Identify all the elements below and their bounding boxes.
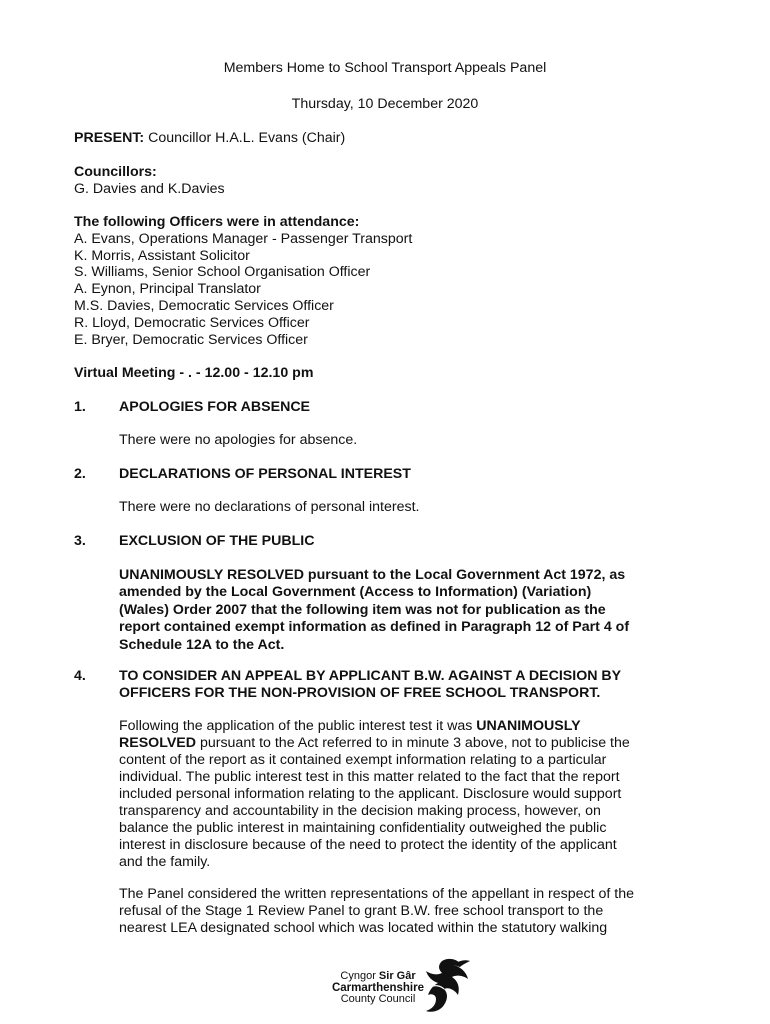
paragraph-line: transparency and accountability in the decision making process, however, on (119, 803, 601, 819)
officer-item: K. Morris, Assistant Solicitor (74, 247, 250, 264)
item-heading: EXCLUSION OF THE PUBLIC (119, 533, 315, 549)
paragraph-line: individual. The public interest test in this matter related to the fact that the report (119, 769, 620, 785)
meeting-line: Virtual Meeting - . - 12.00 - 12.10 pm (74, 365, 314, 381)
officer-item: M.S. Davies, Democratic Services Officer (74, 297, 334, 314)
resolution-line: (Wales) Order 2007 that the following item was not for publication as the (119, 601, 606, 618)
council-logo (330, 955, 480, 1017)
paragraph-line: The Panel considered the written representations of the appellant in respect of the (119, 886, 635, 902)
officer-item: A. Eynon, Principal Translator (74, 281, 261, 298)
officers-label: The following Officers were in attendance: (74, 214, 360, 230)
resolution-text (119, 567, 699, 654)
councillors-section (74, 164, 225, 198)
item-heading: DECLARATIONS OF PERSONAL INTEREST (119, 466, 411, 482)
paragraph-line: included personal information relating to the applicant. Disclosure would support (119, 786, 622, 802)
paragraph-line: interest in disclosure because of the need to protect the identity of the applicant (119, 837, 617, 853)
heading-line: OFFICERS FOR THE NON-PROVISION OF FREE SCHOOL TRANSPORT. (119, 685, 601, 702)
present-text: Councillor H.A.L. Evans (Chair) (144, 130, 346, 146)
item-number: 2. (74, 466, 86, 482)
paragraph-text: pursuant to the Act referred to in minute 3 above, not to publicise the (196, 735, 630, 751)
present-label: PRESENT: (74, 130, 145, 146)
officer-item: E. Bryer, Democratic Services Officer (74, 331, 308, 348)
paragraph-line: balance the public interest in maintaining confidentiality outweighed the public (119, 820, 607, 836)
resolution-line: amended by the Local Government (Access to Information) (Variation) (119, 584, 592, 601)
paragraph-bold: RESOLVED (119, 735, 196, 751)
item-text: There were no declarations of personal interest. (119, 499, 420, 515)
item-number: 4. (74, 668, 86, 684)
logo-line: Cyngor (340, 970, 379, 982)
document-title: Members Home to School Transport Appeals Panel (223, 60, 547, 76)
item-paragraph (119, 718, 689, 871)
logo-text (330, 971, 426, 1006)
logo-line-bold: Sir Gâr (378, 970, 416, 982)
councillors-label: Councillors: (74, 164, 157, 180)
resolution-line: Schedule 12A to the Act. (119, 636, 285, 653)
item-number: 3. (74, 533, 86, 549)
present-line (74, 130, 345, 147)
paragraph-line: content of the report as it contained exempt information relating to a particular (119, 752, 607, 768)
paragraph-line: refusal of the Stage 1 Review Panel to grant B.W. free school transport to the (119, 903, 604, 919)
heading-line: TO CONSIDER AN APPEAL BY APPLICANT B.W. AGAINST A DECISION BY (119, 668, 622, 684)
paragraph-text: Following the application of the public interest test it was (119, 718, 477, 734)
paragraph-line: and the family. (119, 854, 211, 870)
item-number: 1. (74, 399, 86, 415)
officer-item: S. Williams, Senior School Organisation Officer (74, 264, 371, 281)
paragraph-bold: UNANIMOUSLY (476, 718, 581, 734)
item-paragraph (119, 886, 689, 937)
dragon-icon (414, 955, 474, 1017)
resolution-line: report contained exempt information as defined in Paragraph 12 of Part 4 of (119, 619, 630, 636)
item-heading (119, 668, 699, 703)
item-text: There were no apologies for absence. (119, 432, 358, 448)
item-heading: APOLOGIES FOR ABSENCE (119, 399, 311, 415)
officer-item: A. Evans, Operations Manager - Passenger Transport (74, 230, 413, 247)
logo-line: County Council (340, 993, 416, 1005)
meeting-date: Thursday, 10 December 2020 (291, 96, 479, 112)
officers-section (74, 214, 412, 348)
resolution-line: UNANIMOUSLY RESOLVED pursuant to the Local Government Act 1972, as (119, 567, 626, 583)
officer-item: R. Lloyd, Democratic Services Officer (74, 314, 310, 331)
councillors-names: G. Davies and K.Davies (74, 180, 225, 197)
paragraph-line: nearest LEA designated school which was located within the statutory walking (119, 920, 608, 936)
logo-line: Carmarthenshire (331, 981, 425, 994)
